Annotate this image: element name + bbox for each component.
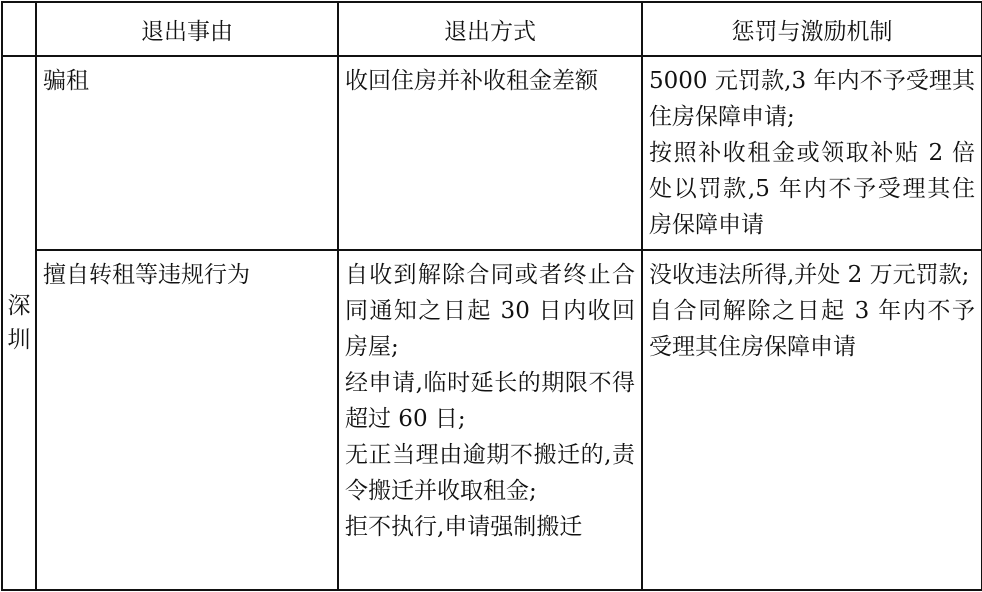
- method-cell: [338, 250, 642, 590]
- header-penalty-incentive: 惩罚与激励机制: [642, 2, 982, 56]
- table-row: [2, 56, 982, 250]
- method-text: [339, 57, 641, 103]
- penalty-line: 按照补收租金或领取补贴 2 倍处以罚款,5 年内不予受理其住房保障申请: [649, 140, 975, 238]
- penalty-text: [643, 57, 981, 247]
- region-cell: [2, 56, 36, 590]
- region-label: 深圳: [7, 293, 31, 353]
- method-line: 自收到解除合同或者终止合同通知之日起 30 日内收回房屋;: [345, 262, 635, 360]
- table-header-row: [2, 2, 982, 56]
- penalty-cell: [642, 56, 982, 250]
- method-line: 经申请,临时延长的期限不得超过 60 日;: [345, 370, 635, 432]
- header-exit-reason: 退出事由: [36, 2, 338, 56]
- reason-cell: [36, 250, 338, 590]
- penalty-line: 5000 元罚款,3 年内不予受理其住房保障申请;: [649, 68, 975, 130]
- reason-text: 擅自转租等违规行为: [43, 262, 250, 288]
- penalty-cell: [642, 250, 982, 590]
- method-line: 拒不执行,申请强制搬迁: [345, 514, 583, 540]
- header-exit-method: 退出方式: [338, 2, 642, 56]
- penalty-text: [643, 251, 981, 369]
- table-row: [2, 250, 982, 590]
- reason-text: 骗租: [43, 68, 89, 94]
- penalty-line: 没收违法所得,并处 2 万元罚款;: [649, 262, 970, 288]
- method-cell: [338, 56, 642, 250]
- header-region: [2, 2, 36, 56]
- method-line: 无正当理由逾期不搬迁的,责令搬迁并收取租金;: [345, 442, 635, 504]
- penalty-line: 自合同解除之日起 3 年内不予受理其住房保障申请: [649, 298, 975, 360]
- method-text: [339, 251, 641, 549]
- exit-policy-table: [1, 1, 982, 591]
- method-line: 收回住房并补收租金差额: [345, 68, 598, 94]
- reason-cell: [36, 56, 338, 250]
